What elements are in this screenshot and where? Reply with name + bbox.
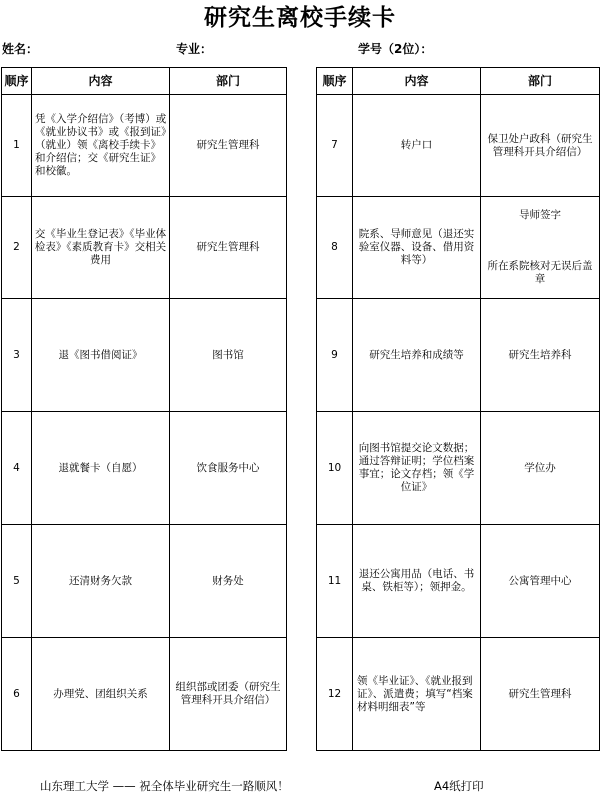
table-row: [2, 197, 287, 299]
row-number: 3: [2, 299, 32, 412]
row-number: 6: [2, 638, 32, 751]
row-department: 图书馆: [170, 299, 287, 412]
row-content: 退《图书借阅证》: [32, 299, 170, 412]
table-row: [2, 299, 287, 412]
row-content: 院系、导师意见（退还实验室仪器、设备、借用资料等）: [353, 197, 481, 299]
major-label: 专业：: [176, 42, 213, 56]
row-department: [481, 197, 600, 299]
row-department: 财务处: [170, 525, 287, 638]
row-number: 10: [317, 412, 353, 525]
row-number: 11: [317, 525, 353, 638]
row-content: 转户口: [353, 95, 481, 197]
table-row: [317, 95, 600, 197]
row-department: 研究生管理科: [170, 197, 287, 299]
footer-slogan: 山东理工大学 —— 祝全体毕业研究生一路顺风！: [40, 779, 289, 793]
row-content: 交《毕业生登记表》《毕业体检表》《素质教育卡》交相关费用: [32, 197, 170, 299]
row-content: 办理党、团组织关系: [32, 638, 170, 751]
table-row: [317, 299, 600, 412]
page-title: 研究生离校手续卡: [204, 5, 396, 31]
row-number: 8: [317, 197, 353, 299]
table-row: [2, 638, 287, 751]
name-label: 姓名：: [2, 42, 39, 56]
row-number: 12: [317, 638, 353, 751]
department-stamp-label: 所在系院核对无误后盖章: [487, 260, 593, 285]
header-content: 内容: [32, 68, 170, 95]
table-row: [317, 638, 600, 751]
footer-print-note: A4纸打印: [434, 779, 484, 793]
table-row: [2, 95, 287, 197]
header-order: 顺序: [317, 68, 353, 95]
row-number: 2: [2, 197, 32, 299]
table-row: [2, 412, 287, 525]
right-table: [316, 67, 600, 751]
row-department: 饮食服务中心: [170, 412, 287, 525]
row-content: 领《毕业证》、《就业报到证》、派遣费；填写“档案材料明细表”等: [353, 638, 481, 751]
row-department: 公寓管理中心: [481, 525, 600, 638]
row-content: 退还公寓用品（电话、书桌、铁柜等）；领押金。: [353, 525, 481, 638]
table-row: [317, 525, 600, 638]
header-department: 部门: [170, 68, 287, 95]
header-content: 内容: [353, 68, 481, 95]
table-row: [317, 412, 600, 525]
row-content: 凭《入学介绍信》（考博）或《就业协议书》或《报到证》（就业）领《离校手续卡》和介绍信；交《研究生证》和校徽。: [32, 95, 170, 197]
row-number: 5: [2, 525, 32, 638]
row-number: 4: [2, 412, 32, 525]
table-row: [317, 197, 600, 299]
row-content: 还清财务欠款: [32, 525, 170, 638]
header-order: 顺序: [2, 68, 32, 95]
row-number: 7: [317, 95, 353, 197]
row-department: 组织部或团委（研究生管理科开具介绍信）: [170, 638, 287, 751]
left-table: [1, 67, 287, 751]
row-content: 退就餐卡（自愿）: [32, 412, 170, 525]
row-number: 1: [2, 95, 32, 197]
row-department: 学位办: [481, 412, 600, 525]
student-id-label: 学号（2位）：: [358, 42, 433, 56]
table-row: [2, 525, 287, 638]
row-department: 研究生管理科: [170, 95, 287, 197]
advisor-signature-label: 导师签字: [519, 209, 561, 221]
row-department: 研究生管理科: [481, 638, 600, 751]
row-department: 研究生培养科: [481, 299, 600, 412]
row-number: 9: [317, 299, 353, 412]
row-department: 保卫处户政科（研究生管理科开具介绍信）: [481, 95, 600, 197]
row-content: 研究生培养和成绩等: [353, 299, 481, 412]
header-department: 部门: [481, 68, 600, 95]
row-content: 向图书馆提交论文数据；通过答辩证明；学位档案事宜；论文存档；领《学位证》: [353, 412, 481, 525]
